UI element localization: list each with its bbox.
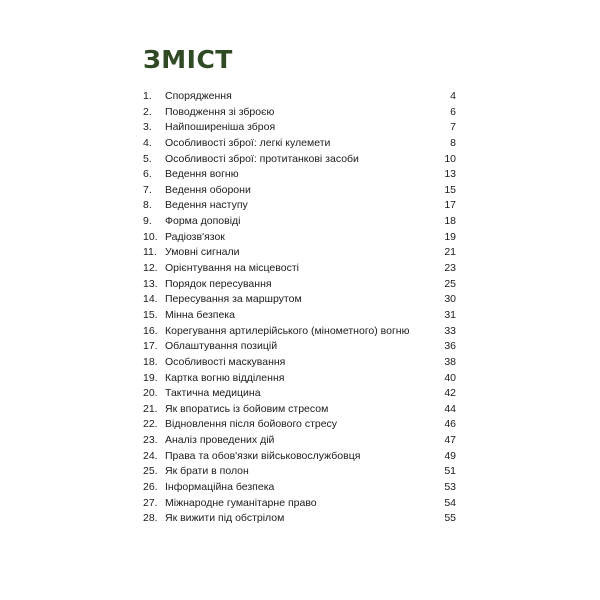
toc-entry-number: 23. [143, 434, 158, 447]
toc-entry [143, 402, 456, 418]
toc-entry-number: 28. [143, 512, 158, 525]
toc-entry [143, 308, 456, 324]
toc-entry-title: Відновлення після бойового стресу [165, 418, 338, 431]
toc-entry-title: Умовні сигнали [165, 246, 240, 259]
toc-entry-page-number: 49 [444, 449, 456, 462]
toc-entry-page-number: 19 [444, 230, 456, 243]
toc-entry-number: 7. [143, 183, 152, 196]
toc-entry-title: Картка вогню відділення [165, 371, 285, 384]
toc-entry-title: Тактична медицина [165, 387, 261, 400]
toc-entry [143, 152, 456, 168]
toc-entry-page-number: 46 [444, 418, 456, 431]
toc-entry-page-number: 31 [444, 308, 456, 321]
toc-entry-number: 27. [143, 496, 158, 509]
toc-entry-page-number: 53 [444, 481, 456, 494]
toc-entry-page-number: 8 [450, 136, 456, 149]
toc-entry-title: Радіозв'язок [165, 230, 225, 243]
toc-entry [143, 277, 456, 293]
toc-entry [143, 386, 456, 402]
toc-entry-page-number: 40 [444, 371, 456, 384]
toc-entry-number: 13. [143, 277, 158, 290]
toc-entry [143, 292, 456, 308]
toc-entry-number: 22. [143, 418, 158, 431]
toc-entry [143, 261, 456, 277]
toc-entry-title: Орієнтування на місцевості [165, 262, 299, 275]
toc-entry-number: 10. [143, 230, 158, 243]
toc-entry-page-number: 17 [444, 199, 456, 212]
toc-entry-title: Ведення вогню [165, 168, 239, 181]
toc-entry-number: 14. [143, 293, 158, 306]
toc-entry-page-number: 18 [444, 215, 456, 228]
toc-entry-page-number: 42 [444, 387, 456, 400]
toc-entry-title: Інформаційна безпека [165, 481, 275, 494]
toc-entry-page-number: 55 [444, 512, 456, 525]
toc-entry-page-number: 38 [444, 355, 456, 368]
toc-entry-page-number: 54 [444, 496, 456, 509]
toc-entry-page-number: 15 [444, 183, 456, 196]
toc-entry-title: Особливості зброї: протитанкові засоби [165, 152, 359, 165]
toc-entry-title: Ведення наступу [165, 199, 248, 212]
toc-entry [143, 245, 456, 261]
table-of-contents [143, 89, 456, 527]
toc-entry-title: Ведення оборони [165, 183, 251, 196]
toc-entry-title: Спорядження [165, 90, 232, 102]
toc-entry [143, 339, 456, 355]
toc-entry-title: Мінна безпека [165, 308, 235, 321]
toc-entry-number: 4. [143, 136, 152, 149]
toc-entry [143, 105, 456, 121]
toc-entry-title: Міжнародне гуманітарне право [165, 496, 317, 509]
toc-entry-page-number: 21 [444, 246, 456, 259]
toc-entry-title: Пересування за маршрутом [165, 293, 302, 306]
toc-entry-number: 19. [143, 371, 158, 384]
toc-entry-title: Облаштування позицій [165, 340, 278, 353]
toc-entry-number: 8. [143, 199, 152, 212]
toc-entry [143, 496, 456, 512]
toc-entry [143, 355, 456, 371]
toc-entry-page-number: 51 [444, 465, 456, 478]
toc-entry-number: 9. [143, 215, 152, 228]
toc-entry-number: 11. [143, 246, 157, 259]
toc-entry-number: 25. [143, 465, 158, 478]
toc-entry [143, 480, 456, 496]
toc-entry-page-number: 23 [444, 262, 456, 275]
toc-entry-page-number: 7 [450, 121, 456, 134]
toc-entry [143, 511, 456, 527]
toc-entry-page-number: 13 [444, 168, 456, 181]
toc-entry-page-number: 33 [444, 324, 456, 337]
toc-entry-number: 3. [143, 121, 152, 134]
toc-entry [143, 230, 456, 246]
toc-entry-number: 1. [143, 90, 152, 102]
toc-entry-title: Аналіз проведених дій [165, 434, 275, 447]
toc-entry-title: Права та обов'язки військовослужбовця [165, 449, 361, 462]
toc-entry-number: 2. [143, 105, 152, 118]
toc-entry [143, 417, 456, 433]
toc-entry-title: Поводження зі зброєю [165, 105, 275, 118]
toc-entry-number: 5. [143, 152, 152, 165]
toc-entry-title: Форма доповіді [165, 215, 241, 228]
toc-entry-page-number: 4 [450, 90, 456, 102]
toc-entry-number: 26. [143, 481, 158, 494]
toc-entry-number: 21. [143, 402, 158, 415]
toc-entry-title: Корегування артилерійського (мінометного) вогню [165, 324, 410, 337]
toc-entry [143, 167, 456, 183]
toc-entry-number: 12. [143, 262, 158, 275]
toc-entry-title: Особливості зброї: легкі кулемети [165, 136, 331, 149]
toc-entry [143, 449, 456, 465]
toc-entry [143, 120, 456, 136]
toc-entry-title: Особливості маскування [165, 355, 286, 368]
toc-entry-title: Порядок пересування [165, 277, 272, 290]
toc-entry-title: Як впоратись із бойовим стресом [165, 402, 329, 415]
page-title: ЗМІСТ [143, 45, 233, 74]
toc-entry-number: 15. [143, 308, 158, 321]
toc-entry-page-number: 6 [450, 105, 456, 118]
toc-entry-page-number: 10 [444, 152, 456, 165]
toc-entry [143, 214, 456, 230]
toc-entry-page-number: 30 [444, 293, 456, 306]
toc-entry [143, 183, 456, 199]
toc-entry-number: 16. [143, 324, 158, 337]
toc-entry [143, 198, 456, 214]
toc-entry-page-number: 36 [444, 340, 456, 353]
toc-entry-number: 20. [143, 387, 158, 400]
toc-entry-title: Найпоширеніша зброя [165, 121, 276, 134]
toc-entry-page-number: 25 [444, 277, 456, 290]
toc-entry [143, 464, 456, 480]
toc-entry-number: 18. [143, 355, 158, 368]
toc-entry-title: Як брати в полон [165, 465, 249, 478]
toc-entry [143, 136, 456, 152]
toc-entry [143, 433, 456, 449]
toc-entry [143, 324, 456, 340]
toc-entry-page-number: 44 [444, 402, 456, 415]
toc-entry-page-number: 47 [444, 434, 456, 447]
toc-entry-number: 17. [143, 340, 158, 353]
toc-entry-number: 6. [143, 168, 152, 181]
toc-entry [143, 371, 456, 387]
toc-entry [143, 89, 456, 105]
toc-entry-title: Як вижити під обстрілом [165, 512, 285, 525]
toc-entry-number: 24. [143, 449, 158, 462]
